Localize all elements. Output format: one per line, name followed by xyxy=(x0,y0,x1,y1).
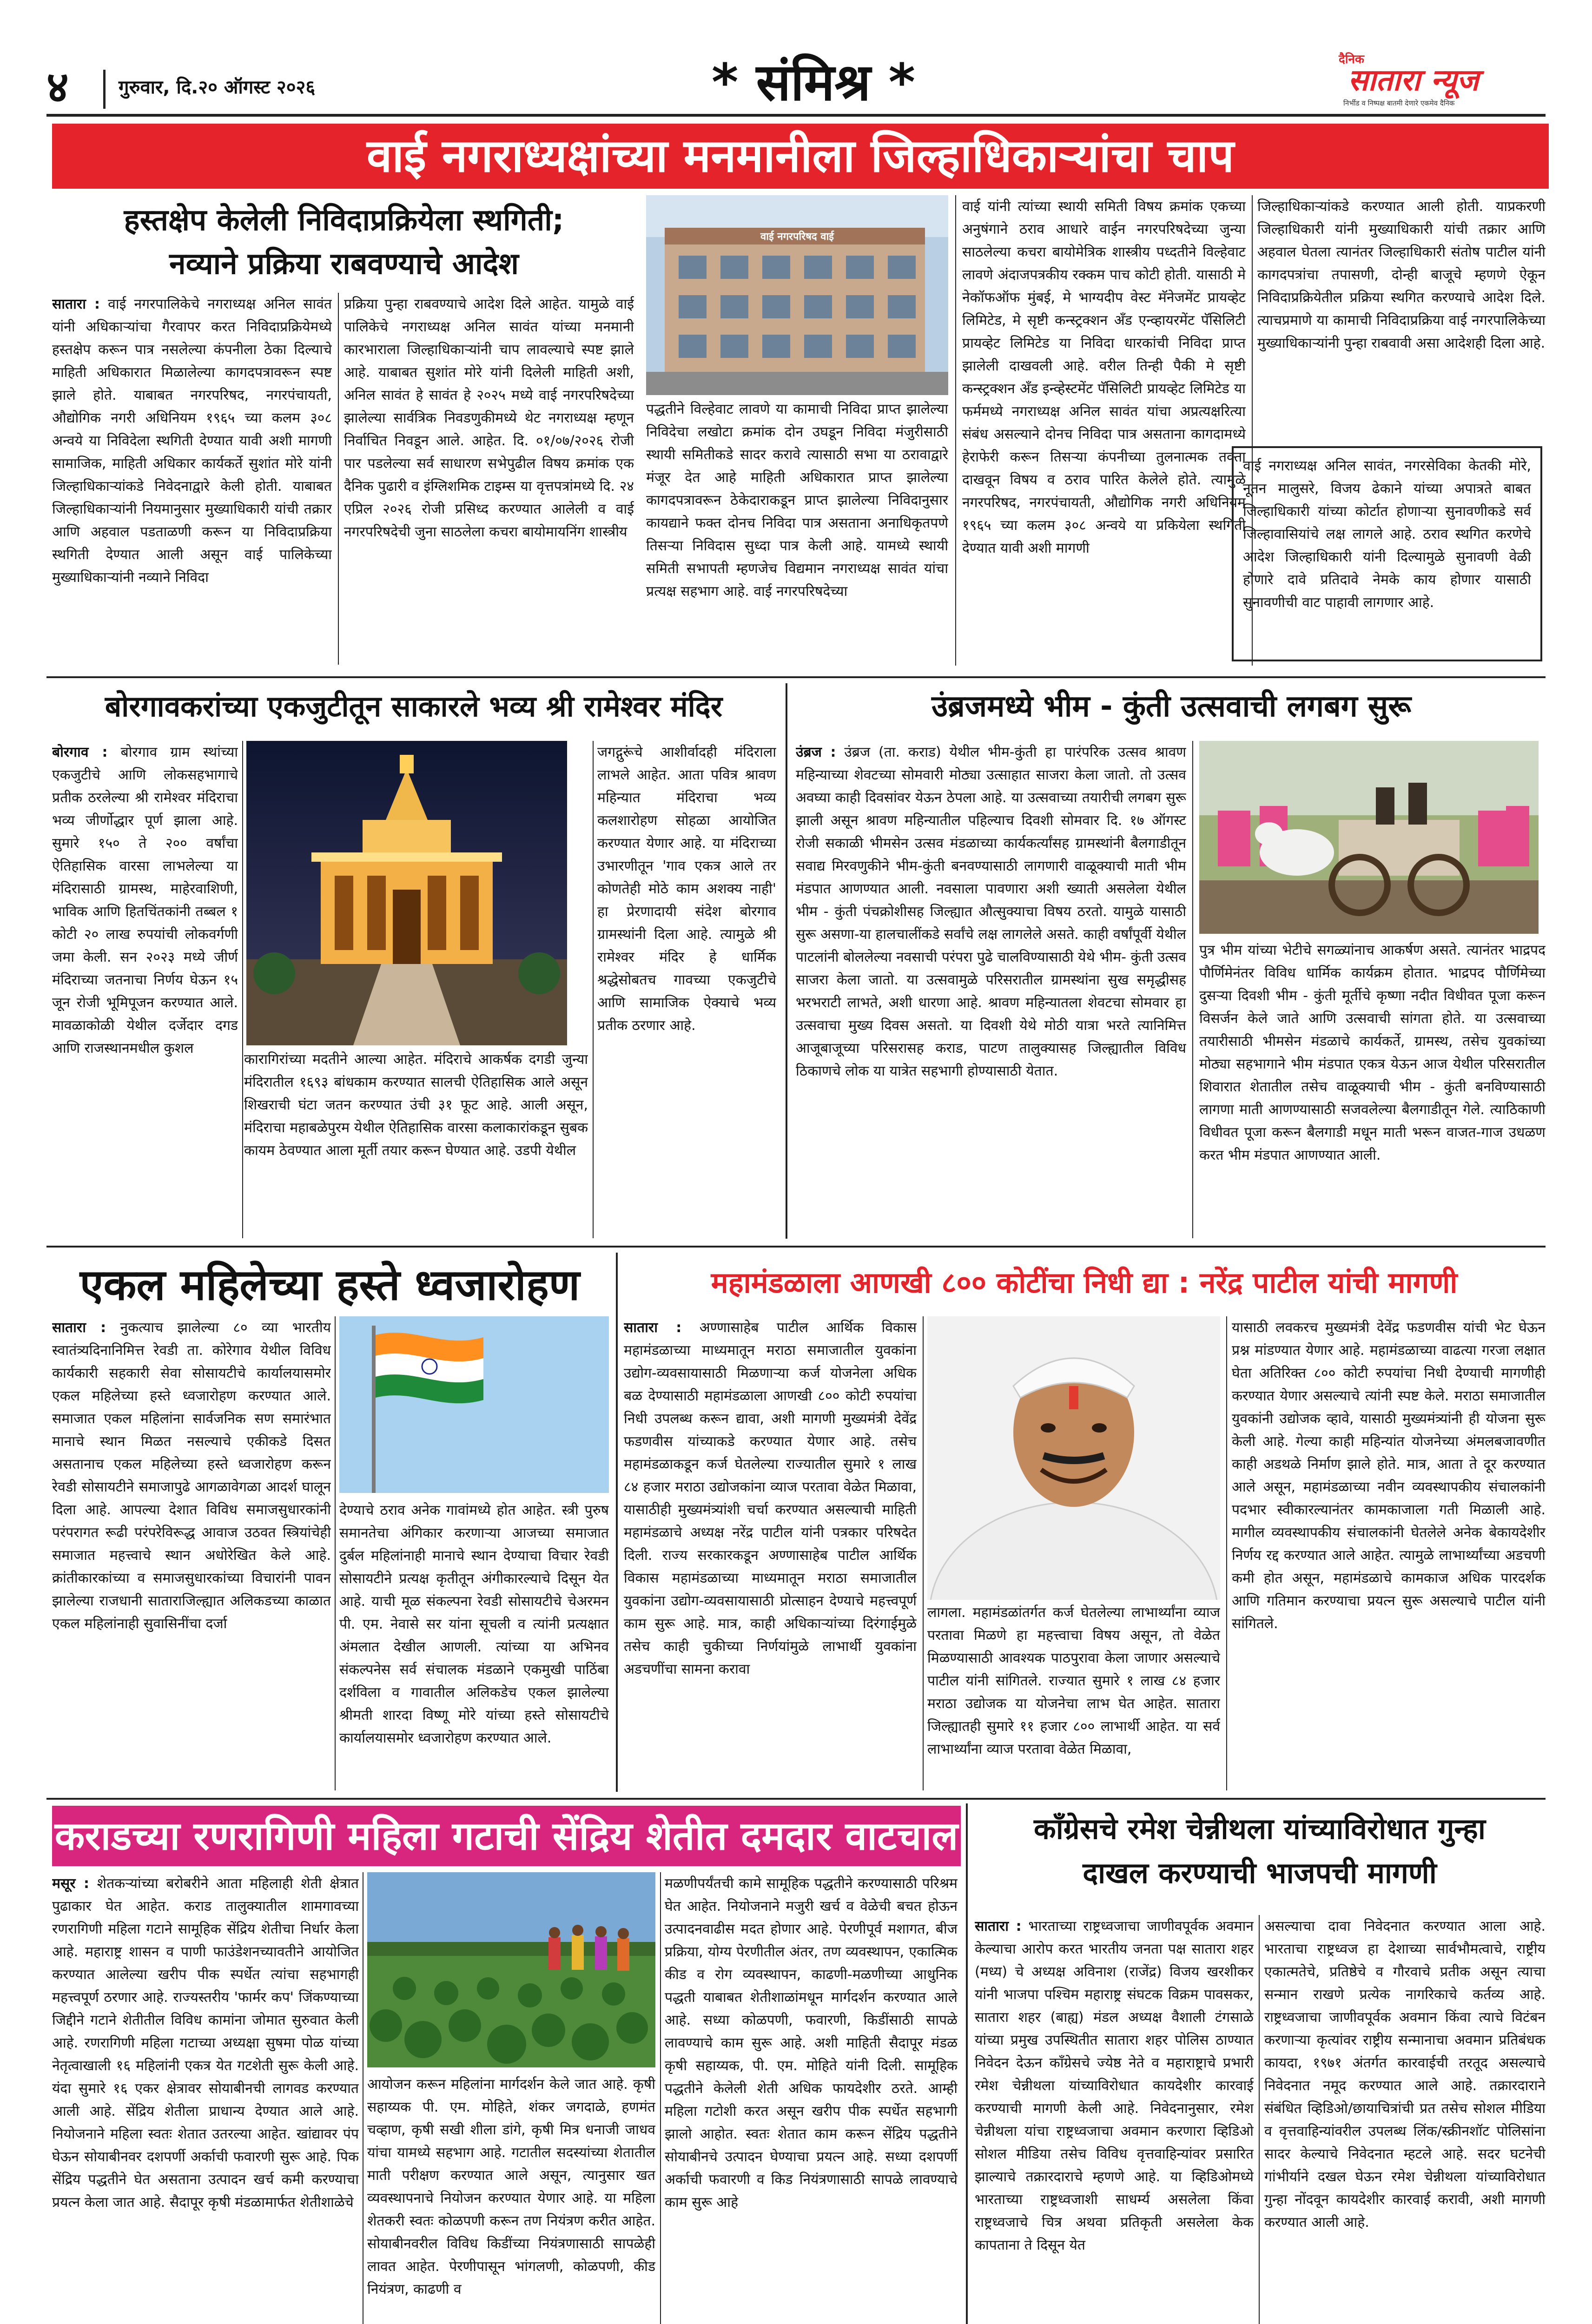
temple-photo xyxy=(246,741,567,1045)
article2-col1-text: बोरगाव ग्राम स्थांच्या एकजुटीचे आणि लोकसहभागाचे प्रतीक ठरलेल्या श्री रामेश्वर मंदिराचा भव्य जीर्णोद्धार पूर्ण झाला आहे. सुमारे १५० ते २०० वर्षांचा ऐतिहासिक वारसा लाभलेल्या या मंदिरासाठी ग्रामस्थ, माहेरवाशिणी, भाविक आणि हितचिंतकांनी तब्बल १ कोटी २० लाख रुपयांची लोकवर्गणी जमा केली. सन २०२३ मध्ये जीर्ण मंदिराच्या जतनाचा निर्णय घेऊन १५ जून रोजी भूमिपूजन करण्यात आले. मावळाकोळी येथील दर्जेदार दगड आणि राजस्थानमधील कुशल xyxy=(52,744,238,1056)
article4-col2-text: देण्याचे ठराव अनेक गावांमध्ये होत आहेत. स्त्री पुरुष समानतेचा अंगिकार करणाऱ्या आजच्या समाजात दुर्बल महिलांनाही मानाचे स्थान देण्याचा विचार रेवडी सोसायटीने प्रत्यक्ष कृतीतून अंगीकारल्याचे दिसून येत आहे. याची मूळ संकल्पना रेवडी सोसायटीचे चेअरमन पी. एम. नेवासे सर यांना सूचली व त्यांनी प्रत्यक्षात अंमलात देखील आणली. त्यांच्या या अभिनव संकल्पनेस सर्व संचालक मंडळाने एकमुखी पाठिंबा दर्शविला व गावातील अलिकडेच एकल झालेल्या श्रीमती शारदा विष्णू मोरे यांच्या हस्ते सोसायटीचे कार्यालयासमोर ध्वजारोहण करण्यात आले. xyxy=(339,1502,609,1746)
article1-col1 xyxy=(52,293,332,667)
row-rule-2 xyxy=(46,1246,1546,1248)
article6-col2 xyxy=(367,2073,655,2324)
narendra-patil-photo xyxy=(927,1316,1220,1600)
article1-col-rule-1 xyxy=(338,293,339,665)
article4-dateline: सातारा : xyxy=(52,1320,106,1336)
masthead-rule xyxy=(46,114,1546,117)
article1-col-rule-2 xyxy=(955,195,956,666)
article2-col3-text: जगद्गुरूंचे आशीर्वादही मंदिराला लाभले आहेत. आता पवित्र श्रावण महिन्यात मंदिराचा भव्य कलशारोहण सोहळा आयोजित करण्यात येणार आहे. या मंदिराच्या उभारणीतून 'गाव एकत्र आले तर कोणतेही मोठे काम अशक्य नाही' हा प्रेरणादायी संदेश बोरगाव ग्रामस्थांनी दिला आहे. त्यामुळे श्री रामेश्वर मंदिर हे धार्मिक श्रद्धेसोबतच गावच्या एकजुटीचे आणि सामाजिक ऐक्याचे भव्य प्रतीक ठरणार आहे. xyxy=(597,744,776,1034)
article1-banner: वाई नगराध्यक्षांच्या मनमानीला जिल्हाधिकाऱ्यांचा चाप xyxy=(52,124,1549,189)
article1-col5-text: जिल्हाधिकाऱ्यांकडे करण्यात आली होती. याप्रकरणी जिल्हाधिकारी यांनी मुख्याधिकारी यांची तक्रार आणि अहवाल घेतला त्यानंतर जिल्हाधिकारी संतोष पाटील यांनी कागदपत्रांचा तपासणी, दोन्ही बाजूचे म्हणणे ऐकून निविदाप्रक्रियेतील प्रक्रिया स्थगित करण्याचे आदेश दिले. त्याचप्रमाणे या कामाची निविदाप्रक्रिया वाई नगरपालिकेच्या मुख्याधिकाऱ्यांनी पुन्हा राबवावी असा आदेशही दिला आहे. xyxy=(1257,198,1546,351)
article7-headline-2: दाखल करण्याची भाजपची मागणी xyxy=(1083,1856,1437,1890)
article3-col1 xyxy=(796,741,1186,1243)
vertical-rule-mid-3 xyxy=(966,1803,968,2324)
article5-col3-text: यासाठी लवकरच मुख्यमंत्री देवेंद्र फडणवीस यांची भेट घेऊन प्रश्न मांडण्यात येणार आहे. महामंडळाच्या वाढत्या गरजा लक्षात घेता अतिरिक्त ८०० कोटी रुपयांचा निधी देण्याची मागणीही करण्यात येणार असल्याचे त्यांनी स्पष्ट केले. मराठा समाजातील युवकांनी उद्योजक व्हावे, यासाठी मुख्यमंत्र्यांनी ही योजना सुरू केली आहे. गेल्या काही महिन्यांत योजनेच्या अंमलबजावणीत काही अडथळे निर्माण झाले होते. मात्र, आता ते दूर करण्यात आले असून, महामंडळाच्या नवीन व्यवस्थापकीय संचालकांनी पदभार स्वीकारल्यानंतर कामकाजाला गती मिळाली आहे. मागील व्यवस्थापकीय संचालकांनी घेतलेले अनेक बेकायदेशीर निर्णय रद्द करण्यात आले आहेत. त्यामुळे लाभार्थ्यांच्या अडचणी कमी होत असून, महामंडळाचे कामकाज अधिक पारदर्शक आणि गतिमान करण्याचा प्रयत्न सुरू असल्याचे पाटील यांनी सांगितले. xyxy=(1232,1320,1546,1632)
article1-col3 xyxy=(646,398,948,667)
article4-headline: एकल महिलेच्या हस्ते ध्वजारोहण xyxy=(79,1260,580,1310)
article5-col2 xyxy=(927,1601,1220,1793)
article2-col-rule-1 xyxy=(242,741,243,1238)
article6-col3 xyxy=(665,1872,958,2324)
article5-col3 xyxy=(1232,1316,1546,1793)
article5-col1-text: अण्णासाहेब पाटील आर्थिक विकास महामंडळाच्या माध्यमातून मराठा समाजातील युवकांना उद्योग-व्यवसायासाठी मिळणाऱ्या कर्ज योजनेला अधिक बळ देण्यासाठी महामंडळाला आणखी ८०० कोटी रुपयांचा निधी उपलब्ध करून द्यावा, अशी मागणी मुख्यमंत्री देवेंद्र फडणवीस यांच्याकडे करण्यात येणार आहे. तसेच महामंडळाकडून कर्ज घेतलेल्या राज्यातील सुमारे १ लाख ८४ हजार मराठा उद्योजकांना व्याज परतावा वेळेत मिळावा, यासाठीही मुख्यमंत्र्यांशी चर्चा करण्यात असल्याची माहिती महामंडळाचे अध्यक्ष नरेंद्र पाटील यांनी पत्रकार परिषदेत दिली. राज्य सरकारकडून अण्णासाहेब पाटील आर्थिक विकास महामंडळाच्या माध्यमातून मराठा समाजातील युवकांना उद्योग-व्यवसायासाठी प्रोत्साहन देण्याचे महत्त्वपूर्ण काम सुरू आहे. मात्र, काही अधिकाऱ्यांच्या दिरंगाईमुळे तसेच काही चुकीच्या निर्णयांमुळे लाभार्थी युवकांना अडचणींचा सामना करावा xyxy=(624,1320,917,1677)
article3-col2 xyxy=(1199,939,1546,1243)
article5-col1 xyxy=(624,1316,917,1793)
article1-building-photo xyxy=(646,195,948,395)
article2-col3 xyxy=(597,741,776,1243)
vertical-rule-mid-2 xyxy=(616,1253,618,1792)
article1-col1-text: वाई नगरपालिकेचे नगराध्यक्ष अनिल सावंत यांनी अधिकाऱ्यांचा गैरवापर करत निविदाप्रक्रियेमध्ये हस्तक्षेप करून पात्र नसलेल्या कंपनीला ठेका दिल्याचे माहिती अधिकारात मिळालेल्या कागदपत्रावरून स्पष्ट झाले होते. याबाबत नगरपरिषद, नगरपंचायती, औद्योगिक नगरी अधिनियम १९६५ च्या कलम ३०८ अन्वये या निविदेला स्थगिती देण्यात यावी अशी मागणी सामाजिक, माहिती अधिकार कार्यकर्ते सुशांत मोरे यांनी जिल्हाधिकाऱ्यांकडे निवेदनाद्वारे केली होती. याबाबत जिल्हाधिकाऱ्यांनी नियमानुसार मुख्याधिकारी यांची तक्रार आणि अहवाल पडताळणी करून या निविदाप्रक्रिया स्थगिती देण्यात आली असून वाई पालिकेच्या मुख्याधिकाऱ्यांनी नव्याने निविदा xyxy=(52,296,332,586)
article7-headline-1: काँग्रेसचे रमेश चेन्नीथला यांच्याविरोधात गुन्हा xyxy=(1034,1812,1486,1846)
article7-col2 xyxy=(1264,1915,1546,2324)
bullock-cart-photo xyxy=(1199,741,1539,934)
article4-col1 xyxy=(52,1316,331,1793)
article6-headline: कराडच्या रणरागिणी महिला गटाची सेंद्रिय शेतीत दमदार वाटचाल xyxy=(52,1806,961,1866)
article1-dateline: सातारा : xyxy=(52,296,100,312)
article7-col2-text: असल्याचा दावा निवेदनात करण्यात आला आहे. भारताचा राष्ट्रध्वज हा देशाच्या सार्वभौमत्वाचे, राष्ट्रीय एकात्मतेचे, प्रतिष्ठेचे व गौरवाचे प्रतीक असून त्याचा सन्मान राखणे प्रत्येक नागरिकाचे कर्तव्य आहे. राष्ट्रध्वजाचा जाणीवपूर्वक अवमान किंवा त्याचे विटंबन करणाऱ्या कृत्यांवर राष्ट्रीय सन्मानाचा अवमान प्रतिबंधक कायदा, १९७१ अंतर्गत कारवाईची तरतूद असल्याचे निवेदनात नमूद करण्यात आले आहे. तक्रारदाराने संबंधित व्हिडिओ/छायाचित्रांची प्रत तसेच सोशल मीडिया व वृत्तवाहिन्यांवरील उपलब्ध लिंक/स्क्रीनशॉट पोलिसांना सादर केल्याचे निवेदनात म्हटले आहे. सदर घटनेची गांभीर्याने दखल घेऊन रमेश चेन्नीथला यांच्याविरोधात गुन्हा नोंदवून कायदेशीर कारवाई करावी, अशी मागणी करण्यात आली आहे. xyxy=(1264,1918,1546,2231)
flag-hoisting-photo xyxy=(339,1316,609,1493)
article6-dateline: मसूर : xyxy=(52,1875,90,1892)
article7-dateline: सातारा : xyxy=(975,1918,1022,1934)
article5-col-rule-1 xyxy=(923,1316,924,1790)
article1-col2 xyxy=(344,293,634,667)
article1-headline-1: हस्तक्षेप केलेली निविदाप्रक्रियेला स्थगिती; xyxy=(124,203,564,238)
article3-col-rule xyxy=(1192,741,1193,1238)
article3-dateline: उंब्रज : xyxy=(796,744,836,760)
article1-sidebar-box xyxy=(1232,446,1542,661)
page-number: ४ xyxy=(46,62,69,112)
article3-headline: उंब्रजमध्ये भीम - कुंती उत्सवाची लगबग सुरू xyxy=(931,689,1411,724)
issue-date: गुरुवार, दि.२० ऑगस्ट २०२६ xyxy=(119,77,316,98)
article1-col4 xyxy=(962,195,1246,667)
article1-col5 xyxy=(1257,195,1546,432)
masthead-divider-left xyxy=(103,70,106,109)
logo-main-text: सातारा न्यूज xyxy=(1348,63,1479,98)
article4-col1-text: नुकत्याच झालेल्या ८० व्या भारतीय स्वातंत्र्यदिनानिमित्त रेवडी ता. कोरेगाव येथील विविध कार्यकारी सहकारी सेवा सोसायटीचे कार्यालयासमोर एकल महिलेच्या हस्ते ध्वजारोहण करण्यात आले. समाजात एकल महिलांना सार्वजनिक सण समारंभात मानाचे स्थान मिळत नसल्याचे एकीकडे दिसत असतानाच एकल महिलेच्या हस्ते ध्वजारोहण करून रेवडी सोसायटीने समाजापुढे आगळावेगळा आदर्श घालून दिला आहे. आपल्या देशात विविध समाजसुधारकांनी परंपरागत रूढी परंपरेविरूद्ध आवाज उठवत स्त्रियांचेही समाजात महत्त्वाचे स्थान अधोरेखित केले आहे. क्रांतीकारकांच्या व समाजसुधारकांच्या विचारांनी पावन झालेल्या राजधानी साताराजिल्ह्यात अलिकडच्या काळात एकल महिलांनाही सुवासिनींचा दर्जा xyxy=(52,1320,331,1632)
vertical-rule-mid-1 xyxy=(786,683,787,1239)
article6-col1 xyxy=(52,1872,359,2324)
article5-col-rule-2 xyxy=(1226,1316,1227,1790)
article1-col3-text: पद्धतीने विल्हेवाट लावणे या कामाची निविदा प्राप्त झालेल्या निविदेचा लखोटा क्रमांक दोन उघडून निविदा मंजुरीसाठी स्थायी समितीकडे सादर करावे त्यासाठी सभा या ठरावाद्वारे मंजूर देत आहे माहिती अधिकारात प्राप्त झालेल्या कागदपत्रावरून ठेकेदाराकडून प्राप्त झालेल्या निविदानुसार कायद्याने फक्त दोनच निविदा पात्र असताना अनाधिकृतपणे तिसऱ्या निविदास सुध्दा पात्र केली आहे. यामध्ये स्थायी समिती सभापती म्हणजेच विद्यमान नगराध्यक्ष सावंत यांचा प्रत्यक्ष सहभाग आहे. वाई नगरपरिषदेच्या xyxy=(646,401,948,600)
article7-col1-text: भारताच्या राष्ट्रध्वजाचा जाणीवपूर्वक अवमान केल्याचा आरोप करत भारतीय जनता पक्ष सातारा शहर (मध्य) चे अध्यक्ष अविनाश (राजेंद्र) विजय खरशीकर यांनी भाजपा पश्चिम महाराष्ट्र संघटक विक्रम पावसकर, सातारा शहर (बाह्य) मंडल अध्यक्ष वैशाली टंगसाळे यांच्या प्रमुख उपस्थितीत सातारा शहर पोलिस ठाण्यात निवेदन देऊन काँग्रेसचे ज्येष्ठ नेते व महाराष्ट्राचे प्रभारी रमेश चेन्नीथला यांच्याविरोधात कायदेशीर कारवाई करण्याची मागणी केली आहे. निवेदनानुसार, रमेश चेन्नीथला यांचा राष्ट्रध्वजाचा अवमान करणारा व्हिडिओ सोशल मीडिया तसेच विविध वृत्तवाहिन्यांवर प्रसारित झाल्याचे तक्रारदाराचे म्हणणे आहे. या व्हिडिओमध्ये भारताच्या राष्ट्रध्वजाशी साधर्म्य असलेला किंवा राष्ट्रध्वजाचे चित्र अथवा प्रतिकृती असलेला केक कापताना ते दिसून येत xyxy=(975,1918,1254,2253)
article2-dateline: बोरगाव : xyxy=(52,744,108,760)
women-farm-photo xyxy=(367,1872,655,2067)
section-title: * संमिश्र * xyxy=(711,53,916,112)
article2-headline: बोरगावकरांच्या एकजुटीतून साकारले भव्य श्री रामेश्वर मंदिर xyxy=(105,689,723,723)
article2-col1 xyxy=(52,741,238,1243)
article1-col4-text: वाई यांनी त्यांच्या स्थायी समिती विषय क्रमांक एकच्या अनुषंगाने ठराव आधारे वाईन नगरपरिषदेच्या जुन्या साठलेल्या कचरा बायोमेत्रिक शास्त्रीय पध्दतीने विल्हेवाट लावणे अंदाजपत्रकीय रक्कम पाच कोटी होती. यासाठी मे नेकॉफऑफ मुंबई, मे भाग्यदीप वेस्ट मॅनेजमेंट प्रायव्हेट लिमिटेड, मे सृष्टी कन्स्ट्रक्शन अँड एन्व्हायरमेंट पॅसिलिटी प्रायव्हेट लिमिटेड या निविदा धारकांची निविदा प्राप्त झालेली दाखवली आहे. वरील तिन्ही पैकी मे सृष्टी कन्स्ट्रक्शन अँड इन्व्हेस्टमेंट पॅसिलिटी प्रायव्हेट लिमिटेड या फर्ममध्ये नगराध्यक्ष अनिल सावंत यांचा अप्रत्यक्षरित्या संबंध असल्याने दोनच निविदा पात्र असताना कागदामध्ये हेराफेरी करून तिसऱ्या कंपनीच्या तुलनात्मक तक्ता दाखवून विषय व ठराव पारित केलेले होते. त्यामुळे नगरपरिषद, नगरपंचायती, औद्योगिक नगरी अधिनियम १९६५ च्या कलम ३०८ अन्वये या प्रकियेला स्थगिती देण्यात यावी अशी मागणी xyxy=(962,198,1246,556)
article3-col2-text: पुत्र भीम यांच्या भेटीचे सगळ्यांनाच आकर्षण असते. त्यानंतर भाद्रपद पौर्णिमेनंतर विविध धार्मिक कार्यक्रम होतात. भाद्रपद पौर्णिमेच्या दुसऱ्या दिवशी भीम - कुंती मूर्तीचे कृष्णा नदीत विधीवत पूजा करून विसर्जन केले जाते आणि उत्सवाची सांगता होते. या उत्सवाच्या तयारीसाठी भीमसेन मंडळाचे कार्यकर्ते, ग्रामस्थ, तसेच युवकांच्या मोठ्या सहभागाने भीम मंडपात एकत्र येऊन आज येथील परिसरातील शिवारात शेतातील तसेच वाळूक्याची भीम - कुंती बनविण्यासाठी लागणा माती आणण्यासाठी सजवलेल्या बैलगाडीतून गेले. त्याठिकाणी विधीवत पूजा करून बैलगाडी मधून माती भरून वाजत-गाज उधळण करत भीम मंडपात आणण्यात आली. xyxy=(1199,942,1546,1163)
row-rule-3 xyxy=(46,1798,1546,1800)
article5-headline: महामंडळाला आणखी ८०० कोटींचा निधी द्या : नरेंद्र पाटील यांची मागणी xyxy=(711,1266,1458,1300)
article6-col-rule-2 xyxy=(660,1872,661,2324)
article3-col1-text: उंब्रज (ता. कराड) येथील भीम-कुंती हा पारंपरिक उत्सव श्रावण महिन्याच्या शेवटच्या सोमवारी मोठ्या उत्साहात साजरा केला जातो. तो उत्सव अवघ्या काही दिवसांवर येऊन ठेपला आहे. या उत्सवाच्या तयारीची लगबग सुरू झाली असून श्रावण महिन्यातील पहिल्याच दिवशी सोमवार दि. १७ ऑगस्ट रोजी सकाळी भीमसेन उत्सव मंडळाच्या कार्यकर्त्यांसह ग्रामस्थांनी बैलगाडीतून सवाद्य मिरवणुकीने भीम-कुंती बनवण्यासाठी लागणारी वाळूक्याची माती भीम मंडपात आणण्यात आली. नवसाला पावणारा अशी ख्याती असलेला येथील भीम - कुंती पंचक्रोशीसह जिल्ह्यात औत्सुक्याचा विषय ठरतो. यामुळे यासाठी सुरू असणा-या हालचालींकडे सर्वांचे लक्ष लागलेले असते. काही वर्षांपूर्वी येथील पाटलांनी बोललेल्या नवसाची परंपरा पुढे चालविण्यासाठी येथे भीम- कुंती उत्सव साजरा केला जातो. या उत्सवामुळे परिसरातील ग्रामस्थांना सुख समृद्धीसह भरभराटी लाभते, अशी धारणा आहे. श्रावण महिन्यातला शेवटचा सोमवार हा उत्सवाचा मुख्य दिवस असतो. या दिवशी येथे मोठी यात्रा भरते त्यानिमित्त आजूबाजूच्या परिसरासह कराड, पाटण तालुक्यासह जिल्ह्यातील विविध ठिकाणचे लोक या यात्रेत सहभागी होण्यासाठी येतात. xyxy=(796,744,1186,1079)
article7-col-rule xyxy=(1259,1915,1260,2324)
row-rule-1 xyxy=(46,676,1546,678)
article6-col2-text: आयोजन करून महिलांना मार्गदर्शन केले जात आहे. कृषी सहाय्यक पी. एम. मोहिते, शंकर जगदाळे, हणमंत चव्हाण, कृषी सखी शीला डांगे, कृषी मित्र धनाजी जाधव यांचा यामध्ये सहभाग आहे. गटातील सदस्यांच्या शेतातील माती परीक्षण करण्यात आले असून, त्यानुसार खत व्यवस्थापनाचे नियोजन करण्यात येणार आहे. या महिला शेतकरी स्वतः कोळपणी करून तण नियंत्रण करीत आहेत. सोयाबीनवरील विविध किडींच्या नियंत्रणासाठी सापळेही लावत आहेत. पेरणीपासून भांगलणी, कोळपणी, कीड नियंत्रण, काढणी व xyxy=(367,2076,655,2298)
article5-dateline: सातारा : xyxy=(624,1320,682,1336)
article1-col2-text: प्रक्रिया पुन्हा राबवण्याचे आदेश दिले आहेत. यामुळे वाई पालिकेचे नगराध्यक्ष अनिल सावंत यांच्या मनमानी कारभाराला जिल्हाधिकाऱ्यांनी चाप लावल्याचे स्पष्ट झाले आहे. याबाबत सुशांत मोरे यांनी दिलेली माहिती अशी, अनिल सावंत हे सावंत हे २०२५ मध्ये वाई नगरपरिषदेच्या झालेल्या सार्वत्रिक निवडणुकीमध्ये थेट नगराध्यक्ष म्हणून निर्वाचित निवडून आले. आहेत. दि. ०१/०७/२०२६ रोजी पार पडलेल्या सर्व साधारण सभेपुढील विषय क्रमांक एक दैनिक पुढारी व इंग्लिशमिक टाइम्स या वृत्तपत्रांमध्ये दि. २४ एप्रिल २०२६ रोजी प्रसिध्द करण्यात आलेली व वाई नगरपरिषदेची जुना साठलेला कचरा बायोमायनिंग शास्त्रीय xyxy=(344,296,634,540)
article4-col2 xyxy=(339,1499,609,1793)
article6-col3-text: मळणीपर्यंतची कामे सामूहिक पद्धतीने करण्यासाठी परिश्रम घेत आहेत. नियोजनाने मजुरी खर्च व वेळेची बचत होऊन उत्पादनवाढीस मदत होणार आहे. पेरणीपूर्व मशागत, बीज प्रक्रिया, योग्य पेरणीतील अंतर, तण व्यवस्थापन, एकात्मिक कीड व रोग व्यवस्थापन, काढणी-मळणीच्या आधुनिक पद्धती याबाबत शेतीशाळांमधून मार्गदर्शन करण्यात आले आहे. सध्या कोळपणी, फवारणी, किडींसाठी सापळे लावण्याचे काम सुरू आहे. अशी माहिती सैदापूर मंडळ कृषी सहाय्यक, पी. एम. मोहिते यांनी दिली. सामूहिक पद्धतीने केलेली शेती अधिक फायदेशीर ठरते. आम्ही महिला गटाेशी करत असून खरीप पीक स्पर्धेत सहभागी झालो आहोत. स्वतः शेतात काम करून सेंद्रिय पद्धतीने सोयाबीनचे उत्पादन घेण्याचा प्रयत्न आहे. सध्या दशपर्णी अर्काची फवारणी व किड नियंत्रणासाठी सापळे लावण्याचे काम सुरू आहे xyxy=(665,1875,958,2211)
building-sign: वाई नगरपरिषद वाई xyxy=(760,231,834,243)
article5-col2-text: लागला. महामंडळांतर्गत कर्ज घेतलेल्या लाभार्थ्यांना व्याज परतावा मिळणे हा महत्त्वाचा विषय असून, तो वेळेत मिळण्यासाठी आवश्यक पाठपुरावा केला जाणार असल्याचे पाटील यांनी सांगितले. राज्यात सुमारे १ लाख ८४ हजार मराठा उद्योजक या योजनेचा लाभ घेत आहेत. सातारा जिल्ह्यातही सुमारे ११ हजार ८०० लाभार्थी आहेत. या सर्व लाभार्थ्यांना व्याज परतावा वेळेत मिळावा, xyxy=(927,1604,1220,1757)
article4-col-rule xyxy=(335,1316,336,1790)
article2-col2 xyxy=(244,1048,588,1243)
article2-col2-text: कारागिरांच्या मदतीने आल्या आहेत. मंदिराचे आकर्षक दगडी जुन्या मंदिरातील १६९३ बांधकाम करण्यात सालची ऐतिहासिक आले असून शिखराची घंटा जतन करण्यात उंची ३१ फूट आहे. आली असून, मंदिराचा महाबळेपुरम येथील ऐतिहासिक वारसा कलाकारांकडून सुबक कायम ठेवण्यात आला मूर्ती तयार करून घेण्यात आहे. उडपी येथील xyxy=(244,1051,588,1159)
article2-col-rule-2 xyxy=(593,741,594,1238)
article6-col1-text: शेतकऱ्यांच्या बरोबरीने आता महिलाही शेती क्षेत्रात पुढाकार घेत आहेत. कराड तालुक्यातील शामगावच्या रणरागिणी महिला गटाने सामूहिक सेंद्रिय शेतीचा निर्धार केला आहे. महाराष्ट्र शासन व पाणी फाउंडेशनच्यावतीने आयोजित करण्यात आलेल्या खरीप पीक स्पर्धेत त्यांचा सहभागही महत्त्वपूर्ण ठरणार आहे. राज्यस्तरीय 'फार्मर कप' जिंकण्याच्या जिद्दीने गटाने शेतीतील विविध कामांना जोमात सुरुवात केली आहे. रणरागिणी महिला गटाच्या अध्यक्षा सुषमा पोळ यांच्या नेतृत्वाखाली १६ महिलांनी एकत्र येत गटशेती सुरू केली आहे. यंदा सुमारे १६ एकर क्षेत्रावर सोयाबीनची लागवड करण्यात आली आहे. सेंद्रिय शेतीला प्राधान्य देण्यात आले आहे. नियोजनाने महिला स्वतः शेतात उतरल्या आहेत. खांद्यावर पंप घेऊन सोयाबीनवर दशपर्णी अर्काची फवारणी सुरू आहे. पिक सेंद्रिय पद्धतीने घेत असताना उत्पादन खर्च कमी करण्याचा प्रयत्न केला जात आहे. सैदापूर कृषी मंडळामार्फत शेतीशाळेचे xyxy=(52,1875,359,2211)
article7-col1 xyxy=(975,1915,1254,2324)
article1-headline-2: नव्याने प्रक्रिया राबवण्याचे आदेश xyxy=(169,247,519,281)
logo-tagline: निर्भीड व निष्पक्ष बातमी देणारे एकमेव दैनिक xyxy=(1343,99,1455,107)
logo-small-text: दैनिक xyxy=(1339,53,1364,66)
article1-box-text: वाई नगराध्यक्ष अनिल सावंत, नगरसेविका केतकी मोरे, नूतन मालुसरे, विजय ढेकाने यांच्या अपात्रते बाबत जिल्हाधिकारी यांच्या कोर्टात होणाऱ्या सुनावणीकडे सर्व जिल्हावासियांचे लक्ष लागले आहे. ठराव स्थगित करणेचे आदेश जिल्हाधिकारी यांनी दिल्यामुळे सुनावणी वेळी होणारे दावे प्रतिदावे नेमके काय होणार यासाठी सुनावणीची वाट पाहावी लागणार आहे. xyxy=(1243,458,1531,611)
newspaper-logo xyxy=(1339,50,1539,120)
